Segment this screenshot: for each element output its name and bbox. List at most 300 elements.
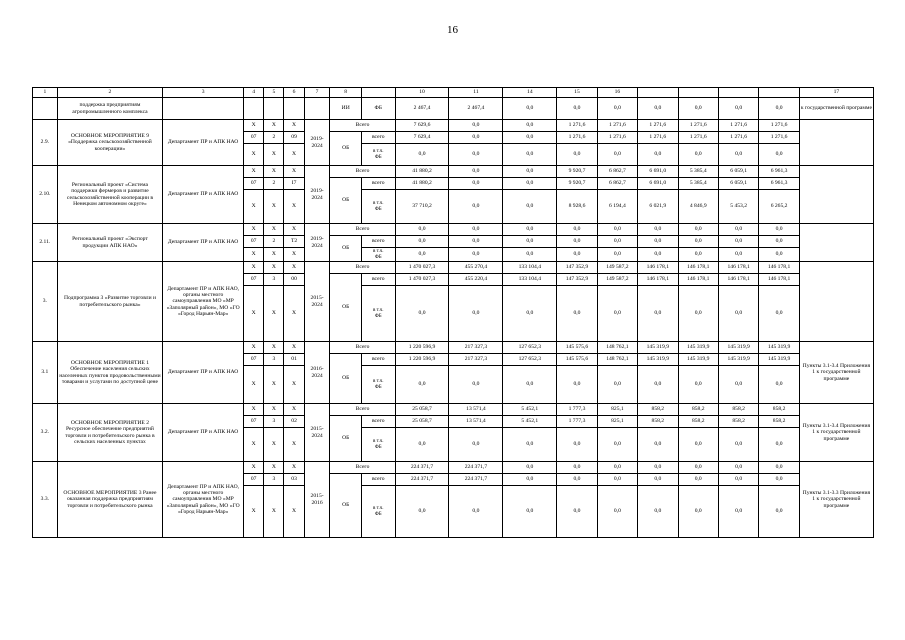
value-cell: 6 059,1 [718, 178, 758, 190]
code-cell: Х [284, 404, 304, 416]
value-cell: 0,0 [557, 428, 597, 462]
value-cell: 0,0 [395, 236, 449, 248]
note-cell: Пункты 3.1-3.3 Приложения 1 к государственной программе [799, 462, 873, 538]
column-header: 14 [503, 88, 557, 98]
department: Департамент ПР и АПК НАО [163, 166, 244, 224]
value-cell: 145 319,9 [759, 354, 799, 366]
cell [163, 98, 244, 120]
value-cell: 127 652,3 [503, 354, 557, 366]
code-cell: Х [264, 248, 284, 262]
row-number: 2.9. [33, 120, 58, 166]
fb-label: ФБ [374, 254, 382, 260]
value-cell: 0,0 [718, 236, 758, 248]
value-cell: 0,0 [395, 224, 449, 236]
cell [304, 98, 330, 120]
years: 2015-2016 [304, 462, 330, 538]
value-cell: 0,0 [597, 486, 637, 538]
value-cell: 0,0 [678, 428, 718, 462]
value-cell: 4 846,9 [678, 190, 718, 224]
years: 2019-2024 [304, 224, 330, 262]
value-cell: 13 571,4 [449, 404, 503, 416]
value-cell: 224 371,7 [449, 474, 503, 486]
value-cell: 0,0 [759, 248, 799, 262]
value-cell: 146 178,1 [759, 274, 799, 286]
value-cell: 0,0 [503, 236, 557, 248]
value-cell: 858,2 [678, 416, 718, 428]
value-cell: 0,0 [449, 120, 503, 132]
code-cell: 09 [284, 132, 304, 144]
code-cell: Х [264, 404, 284, 416]
value-cell: 0,0 [638, 98, 678, 120]
value-cell: 0,0 [503, 224, 557, 236]
value-cell: 1 271,6 [678, 120, 718, 132]
table-row [33, 120, 874, 132]
code-cell: 03 [284, 474, 304, 486]
code-cell: 07 [244, 132, 264, 144]
value-cell: 825,1 [597, 404, 637, 416]
value-cell: 0,0 [718, 462, 758, 474]
value-cell: 0,0 [503, 144, 557, 166]
code-cell: Х [264, 342, 284, 354]
value-cell: 0,0 [597, 286, 637, 342]
value-cell: 858,2 [718, 416, 758, 428]
table-row [33, 342, 874, 354]
value-cell: 0,0 [449, 486, 503, 538]
value-cell: 25 058,7 [395, 404, 449, 416]
value-cell: 0,0 [449, 224, 503, 236]
code-cell: 3 [264, 274, 284, 286]
code-cell: Х [244, 428, 264, 462]
row-number: 3.1 [33, 342, 58, 404]
value-cell: 0,0 [557, 248, 597, 262]
value-cell: 149 587,2 [597, 274, 637, 286]
source-label: ОБ [330, 416, 361, 462]
code-cell: Х [284, 144, 304, 166]
note-cell: к государственной программе [799, 98, 873, 120]
code-cell: Х [244, 248, 264, 262]
value-cell: 146 178,1 [678, 262, 718, 274]
department: Департамент ПР и АПК НАО [163, 404, 244, 462]
event-name: ОСНОВНОЕ МЕРОПРИЯТИЕ 1 Обеспечение населения сельских населенных пунктов продовольственными товарами и услугами по доступной цене [57, 342, 163, 404]
column-header: 10 [395, 88, 449, 98]
source-label: ОБ [330, 132, 361, 166]
value-cell: 0,0 [503, 178, 557, 190]
fb-label: ФБ [374, 384, 382, 390]
value-cell: 6 059,1 [718, 166, 758, 178]
value-cell: 0,0 [503, 462, 557, 474]
value-cell: 0,0 [395, 144, 449, 166]
vtch-label: в т.ч. [373, 149, 384, 155]
value-cell: 0,0 [638, 286, 678, 342]
fb-label: ФБ [374, 154, 382, 160]
value-cell: 0,0 [395, 248, 449, 262]
column-header [718, 88, 758, 98]
column-header: 17 [799, 88, 873, 98]
value-cell: 0,0 [597, 366, 637, 404]
value-cell: 455 220,4 [449, 274, 503, 286]
value-cell: 0,0 [638, 224, 678, 236]
code-cell: 2 [264, 132, 284, 144]
value-cell: 0,0 [718, 98, 758, 120]
value-cell: 0,0 [638, 428, 678, 462]
source-label [361, 366, 395, 404]
value-cell: 1 470 027,3 [395, 274, 449, 286]
code-cell: Х [284, 166, 304, 178]
code-cell: Х [284, 248, 304, 262]
code-cell: Х [284, 120, 304, 132]
value-cell: 41 880,2 [395, 178, 449, 190]
note-cell: Пункты 3.1-3.4 Приложения 1 к государственной программе [799, 342, 873, 404]
value-cell: 0,0 [557, 236, 597, 248]
value-cell: 0,0 [718, 286, 758, 342]
value-cell: 0,0 [678, 224, 718, 236]
value-cell: 133 104,4 [503, 262, 557, 274]
note-cell [799, 262, 873, 342]
source-label: ОБ [330, 178, 361, 224]
cell [264, 98, 284, 120]
value-cell: 8 928,6 [557, 190, 597, 224]
source-label: Всего [330, 462, 395, 474]
value-cell: 1 271,6 [718, 132, 758, 144]
value-cell: 0,0 [557, 474, 597, 486]
column-header: 1 [33, 88, 58, 98]
column-header [759, 88, 799, 98]
value-cell: 858,2 [678, 404, 718, 416]
source-label: Всего [330, 404, 395, 416]
code-cell: Х [284, 366, 304, 404]
column-header [678, 88, 718, 98]
value-cell: 6 961,3 [759, 178, 799, 190]
value-cell: 0,0 [678, 236, 718, 248]
vtch-label: в т.ч. [373, 201, 384, 207]
code-cell: 07 [244, 416, 264, 428]
value-cell: 1 271,6 [638, 120, 678, 132]
value-cell: 145 319,9 [678, 342, 718, 354]
value-cell: 6 862,7 [597, 178, 637, 190]
value-cell: 146 178,1 [678, 274, 718, 286]
value-cell: 0,0 [503, 190, 557, 224]
code-cell: Х [284, 286, 304, 342]
value-cell: 0,0 [449, 178, 503, 190]
code-cell: 07 [244, 274, 264, 286]
value-cell: 0,0 [678, 286, 718, 342]
code-cell: Х [284, 224, 304, 236]
value-cell: 0,0 [718, 224, 758, 236]
value-cell: 0,0 [759, 224, 799, 236]
source-label: всего [361, 474, 395, 486]
value-cell: 0,0 [557, 224, 597, 236]
value-cell: 0,0 [678, 144, 718, 166]
source-label [361, 486, 395, 538]
value-cell: 224 371,7 [395, 474, 449, 486]
value-cell: 148 762,1 [597, 342, 637, 354]
column-header: 4 [244, 88, 264, 98]
source-label: ОБ [330, 236, 361, 262]
code-cell: 07 [244, 178, 264, 190]
value-cell: 0,0 [638, 236, 678, 248]
years: 2019-2024 [304, 166, 330, 224]
column-header [638, 88, 678, 98]
source-label: Всего [330, 262, 395, 274]
value-cell: 0,0 [759, 462, 799, 474]
vtch-label: в т.ч. [373, 506, 384, 512]
code-cell: Х [244, 190, 264, 224]
source-label: Всего [330, 342, 395, 354]
value-cell: 0,0 [759, 236, 799, 248]
years: 2015-2024 [304, 262, 330, 342]
cell [244, 98, 264, 120]
code-cell: Х [264, 166, 284, 178]
code-cell: Х [264, 286, 284, 342]
value-cell: 0,0 [557, 98, 597, 120]
value-cell: 1 271,6 [597, 120, 637, 132]
source-label [361, 428, 395, 462]
value-cell: 133 104,4 [503, 274, 557, 286]
value-cell: 0,0 [597, 248, 637, 262]
fb-label: ФБ [374, 444, 382, 450]
department: Департамент ПР и АПК НАО, органы местного самоуправления МО «МР «Заполярный район», МО «ГО «Город Нарьян-Мар» [163, 262, 244, 342]
source-label: ОБ [330, 354, 361, 404]
value-cell: 0,0 [718, 486, 758, 538]
value-cell: 5 385,4 [678, 166, 718, 178]
event-name: поддержка предприятиям агропромышленного комплекса [57, 98, 163, 120]
row-number: 3.3. [33, 462, 58, 538]
value-cell: 0,0 [759, 286, 799, 342]
value-cell: 6 021,9 [638, 190, 678, 224]
source-label: всего [361, 236, 395, 248]
code-cell: Х [244, 144, 264, 166]
value-cell: 0,0 [503, 486, 557, 538]
code-cell: Х [244, 120, 264, 132]
value-cell: 0,0 [503, 248, 557, 262]
source-label: ОБ [330, 474, 361, 538]
value-cell: 1 470 027,3 [395, 262, 449, 274]
event-name: ОСНОВНОЕ МЕРОПРИЯТИЕ 2 Ресурсное обеспечение предприятий торговли и потребительского рынка в сельских населенных пунктах [57, 404, 163, 462]
value-cell: 13 571,4 [449, 416, 503, 428]
vtch-label: в т.ч. [373, 249, 384, 255]
vtch-label: в т.ч. [373, 439, 384, 445]
value-cell: 0,0 [718, 144, 758, 166]
value-cell: 1 271,6 [557, 120, 597, 132]
value-cell: 217 327,3 [449, 342, 503, 354]
value-cell: 0,0 [503, 98, 557, 120]
source-label [361, 190, 395, 224]
value-cell: 145 319,9 [678, 354, 718, 366]
cell [33, 98, 58, 120]
code-cell: Х [264, 144, 284, 166]
value-cell: 0,0 [395, 286, 449, 342]
value-cell: 7 629,4 [395, 132, 449, 144]
value-cell: 0,0 [503, 474, 557, 486]
table-row [33, 262, 874, 274]
code-cell: 07 [244, 236, 264, 248]
value-cell: 5 385,4 [678, 178, 718, 190]
value-cell: 217 327,3 [449, 354, 503, 366]
source-label: всего [361, 354, 395, 366]
row-number: 3.2. [33, 404, 58, 462]
value-cell: 9 920,7 [557, 166, 597, 178]
value-cell: 6 961,3 [759, 166, 799, 178]
value-cell: 146 178,1 [638, 262, 678, 274]
source-label: всего [361, 132, 395, 144]
code-cell: Х [264, 262, 284, 274]
code-cell: Х [244, 286, 264, 342]
column-header: 7 [304, 88, 330, 98]
code-cell: 00 [284, 274, 304, 286]
value-cell: 5 452,1 [503, 416, 557, 428]
value-cell: 0,0 [759, 428, 799, 462]
code-cell: Х [284, 428, 304, 462]
value-cell: 41 880,2 [395, 166, 449, 178]
years: 2016-2024 [304, 342, 330, 404]
code-cell: Х [264, 120, 284, 132]
code-cell: 02 [284, 416, 304, 428]
value-cell: 1 777,3 [557, 416, 597, 428]
value-cell: 825,1 [597, 416, 637, 428]
value-cell: 0,0 [759, 144, 799, 166]
value-cell: 127 652,3 [503, 342, 557, 354]
table-row [33, 462, 874, 474]
value-cell: 6 265,2 [759, 190, 799, 224]
value-cell: 1 271,6 [638, 132, 678, 144]
value-cell: 858,2 [638, 416, 678, 428]
row-number: 2.11. [33, 224, 58, 262]
value-cell: 0,0 [638, 248, 678, 262]
value-cell: 0,0 [557, 144, 597, 166]
note-cell [799, 120, 873, 166]
value-cell: 0,0 [638, 366, 678, 404]
row-number: 2.10. [33, 166, 58, 224]
event-name: ОСНОВНОЕ МЕРОПРИЯТИЕ 3 Ранее оказанная поддержка предприятиям торговли и потребительского рынка [57, 462, 163, 538]
event-name: Региональный проект «Система поддержки фермеров и развитие сельскохозяйственной кооперации в Ненецком автономном округе» [57, 166, 163, 224]
value-cell: 0,0 [597, 144, 637, 166]
fb-label: ФБ [374, 511, 382, 517]
value-cell: 146 178,1 [638, 274, 678, 286]
cell [284, 98, 304, 120]
code-cell: Х [284, 262, 304, 274]
value-cell: 6 691,0 [638, 166, 678, 178]
table-row [33, 166, 874, 178]
value-cell: 2 467,4 [449, 98, 503, 120]
value-cell: 149 587,2 [597, 262, 637, 274]
value-cell: 0,0 [759, 486, 799, 538]
value-cell: 0,0 [449, 366, 503, 404]
value-cell: 1 271,6 [759, 120, 799, 132]
event-name: ОСНОВНОЕ МЕРОПРИЯТИЕ 9 «Поддержка сельскохозяйственной кооперации» [57, 120, 163, 166]
table-row [33, 404, 874, 416]
column-header: 5 [264, 88, 284, 98]
value-cell: 145 319,9 [759, 342, 799, 354]
value-cell: 145 319,9 [718, 342, 758, 354]
vtch-label: в т.ч. [373, 379, 384, 385]
value-cell: 0,0 [449, 166, 503, 178]
code-cell: T2 [284, 236, 304, 248]
column-header: 11 [449, 88, 503, 98]
code-cell: Х [244, 262, 264, 274]
value-cell: 0,0 [503, 428, 557, 462]
value-cell: 1 220 596,9 [395, 354, 449, 366]
column-header: 8 [330, 88, 361, 98]
value-cell: 0,0 [678, 248, 718, 262]
column-header: 16 [597, 88, 637, 98]
value-cell: 224 371,7 [449, 462, 503, 474]
note-cell: Пункты 3.1-3.4 Приложения 1 к государственной программе [799, 404, 873, 462]
vtch-label: в т.ч. [373, 308, 384, 314]
value-cell: 1 271,6 [597, 132, 637, 144]
value-cell: 0,0 [503, 286, 557, 342]
program-table [32, 87, 874, 538]
code-cell: Х [264, 462, 284, 474]
note-cell [799, 224, 873, 262]
code-cell: Х [244, 366, 264, 404]
value-cell: 0,0 [597, 462, 637, 474]
department: Департамент ПР и АПК НАО [163, 224, 244, 262]
value-cell: 0,0 [759, 98, 799, 120]
value-cell: 858,2 [718, 404, 758, 416]
value-cell: 0,0 [718, 366, 758, 404]
value-cell: 145 319,9 [638, 354, 678, 366]
note-cell [799, 166, 873, 224]
value-cell: 147 352,9 [557, 262, 597, 274]
value-cell: 147 352,9 [557, 274, 597, 286]
value-cell: 0,0 [718, 474, 758, 486]
value-cell: 0,0 [678, 474, 718, 486]
column-header [361, 88, 395, 98]
code-cell: Х [244, 166, 264, 178]
value-cell: 0,0 [449, 236, 503, 248]
value-cell: 0,0 [678, 366, 718, 404]
value-cell: 0,0 [449, 428, 503, 462]
value-cell: 0,0 [449, 190, 503, 224]
value-cell: 0,0 [638, 486, 678, 538]
column-header: 15 [557, 88, 597, 98]
value-cell: 0,0 [638, 462, 678, 474]
value-cell: 0,0 [503, 120, 557, 132]
value-cell: 0,0 [395, 428, 449, 462]
value-cell: 0,0 [759, 474, 799, 486]
value-cell: 37 710,2 [395, 190, 449, 224]
code-cell: 07 [244, 354, 264, 366]
value-cell: 148 762,1 [597, 354, 637, 366]
value-cell: 0,0 [638, 474, 678, 486]
source-label: ОБ [330, 274, 361, 342]
code-cell: Х [284, 190, 304, 224]
code-cell: 3 [264, 354, 284, 366]
value-cell: 1 271,6 [759, 132, 799, 144]
header-row [33, 88, 874, 98]
value-cell: 858,2 [759, 416, 799, 428]
event-name: Подпрограмма 3 «Развитие торговли и потребительского рынка» [57, 262, 163, 342]
value-cell: 0,0 [718, 428, 758, 462]
value-cell: 146 178,1 [718, 274, 758, 286]
code-cell: Х [264, 224, 284, 236]
table-row [33, 224, 874, 236]
value-cell: 6 862,7 [597, 166, 637, 178]
value-cell: 0,0 [597, 428, 637, 462]
fb-label: ФБ [374, 206, 382, 212]
value-cell: 0,0 [759, 366, 799, 404]
value-cell: 145 575,6 [557, 342, 597, 354]
value-cell: 455 270,4 [449, 262, 503, 274]
department: Департамент ПР и АПК НАО [163, 342, 244, 404]
source-label: Всего [330, 224, 395, 236]
code-cell: Х [284, 462, 304, 474]
value-cell: 1 777,3 [557, 404, 597, 416]
column-header: 3 [163, 88, 244, 98]
value-cell: 0,0 [449, 248, 503, 262]
source-label: ФБ [361, 98, 395, 120]
value-cell: 0,0 [557, 486, 597, 538]
